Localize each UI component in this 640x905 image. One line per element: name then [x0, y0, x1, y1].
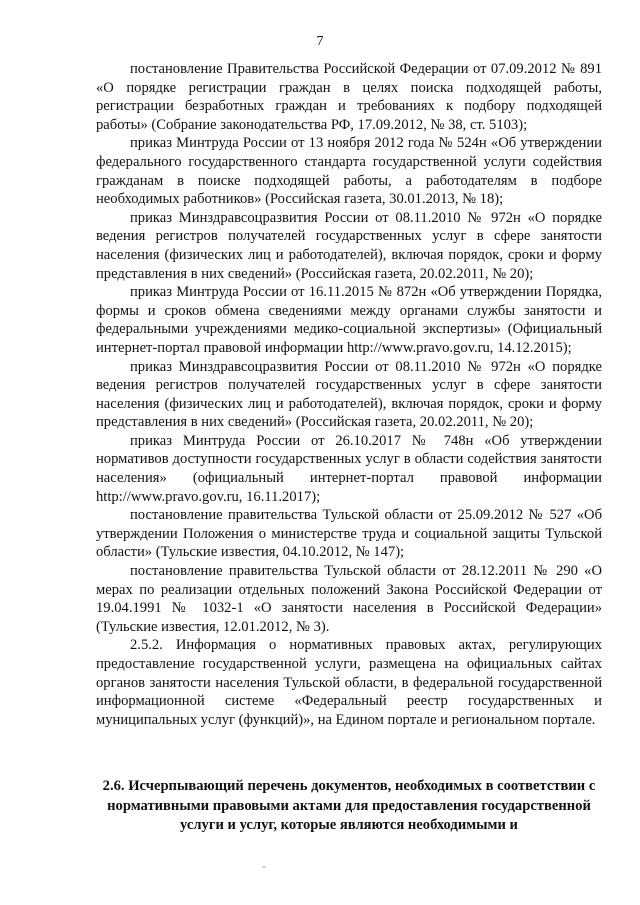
scan-mark [262, 866, 266, 868]
paragraph-8: постановление правительства Тульской области от 28.12.2011 № 290 «О мерах по реализации отдельных положений Закона Российской Федерации от 19.04.1991 № 1032-1 «О занятости населения в Российской Федерации» (Тульские известия, 12.01.2012, № 3). [96, 563, 602, 635]
paragraph-4: приказ Минтруда России от 16.11.2015 № 872н «Об утверждении Порядка, формы и сроков обмена сведениями между органами службы занятости и федеральными учреждениями медико-социальной экспертизы» (Официальный интернет-портал правовой информации http://www.pravo.gov.ru, 14.12.2015); [96, 284, 602, 356]
page-number: 7 [316, 34, 324, 49]
paragraph-7: постановление правительства Тульской области от 25.09.2012 № 527 «Об утверждении Положения о министерстве труда и социальной защиты Тульской области» (Тульские известия, 04.10.2012, № 147); [96, 507, 602, 561]
section-heading: 2.6. Исчерпывающий перечень документов, необходимых в соответствии с нормативными правовыми актами для предоставления государственной услуги и услуг, которые являются необходимыми и [102, 778, 596, 833]
paragraph-3: приказ Минздравсоцразвития России от 08.11.2010 № 972н «О порядке ведения регистров получателей государственных услуг в сфере занятости населения (физических лиц и работодателей), включая порядок, сроки и форму представления в них сведений» (Российская газета, 20.02.2011, № 20); [96, 209, 602, 282]
paragraph-1: постановление Правительства Российской Федерации от 07.09.2012 № 891 «О порядке регистрации граждан в целях поиска подходящей работы, регистрации безработных граждан и требованиях к подбору подходящей работы» (Собрание законодательства РФ, 17.09.2012, № 38, ст. 5103); [96, 61, 602, 133]
document-body [96, 60, 602, 729]
paragraph-5: приказ Минздравсоцразвития России от 08.11.2010 № 972н «О порядке ведения регистров получателей государственных услуг в сфере занятости населения (физических лиц и работодателей), включая порядок, сроки и форму представления в них сведений» (Российская газета, 20.02.2011, № 20); [96, 358, 602, 431]
paragraph-6: приказ Минтруда России от 26.10.2017 № 748н «Об утверждении нормативов доступности государственных услуг в области содействия занятости населения» (официальный интернет-портал правовой информации http://www.pravo.gov.ru, 16.11.2017); [96, 432, 602, 505]
paragraph-2: приказ Минтруда России от 13 ноября 2012 года № 524н «Об утверждении федерального государственного стандарта государственной услуги содействия гражданам в поиске подходящей работы, а работодателям в подборе необходимых работников» (Российская газета, 30.01.2013, № 18); [96, 135, 602, 208]
paragraph-9: 2.5.2. Информация о нормативных правовых актах, регулирующих предоставление государственной услуги, размещена на официальных сайтах органов занятости населения Тульской области, в федеральной государственной информационной системе «Федеральный реестр государственных и муниципальных услуг (функций)», на Едином портале и региональном портале. [96, 637, 602, 728]
